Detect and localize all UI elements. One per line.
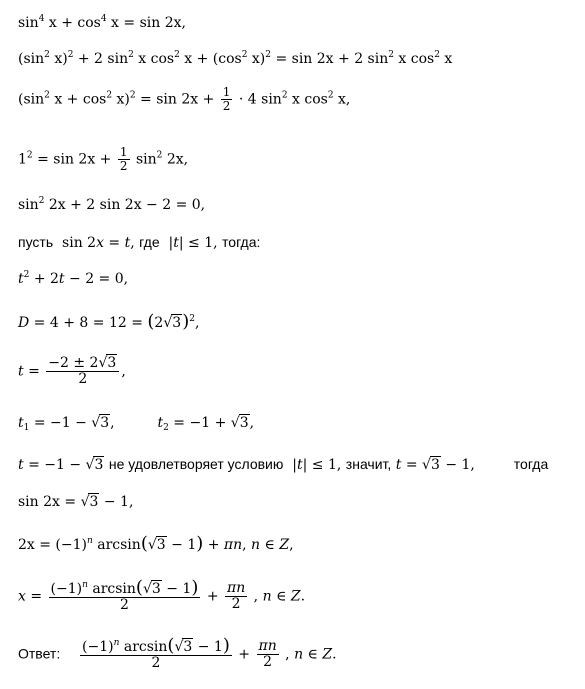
- equation-2x: $2x = (-1)^n$ arcsin(√3 − 1) + πn, n ∈ Z,: [18, 533, 294, 554]
- roots-values: $t_1 = -1 - √3$, $t_2 = -1 + √3$,: [18, 415, 255, 433]
- equation-5: $\sin^2 2x + 2$ sin 2x − 2 = 0,: [18, 196, 206, 213]
- equation-x: x = $\frac{(-1)^n \arcsin(√3 - 1)}{2}$ + $\frac{\pi n}{2}$ , n ∈ Z.: [18, 577, 306, 613]
- answer-line: Ответ: $\frac{(-1)^n \arcsin(√3 - 1)}{2}$ + $\frac{\pi n}{2}$ , n ∈ Z.: [18, 635, 337, 671]
- discriminant-line: $D = 4 + 8 = 12 = (2√3)^2$,: [18, 311, 200, 332]
- equation-4: $1^2 = \sin 2x$ + $\frac{1}{2}$ $\sin^2 2x$,: [18, 145, 189, 173]
- equation-2: ($\sin^2$ x)$^2$ + 2 $\sin^2 x$ $\cos^2 x + (\cos^2$ x)$^2$ = sin 2x + 2 $\sin^2 x$ $\cos^2 x$: [18, 50, 453, 67]
- word-where: где: [139, 234, 160, 250]
- word-let: пусть: [18, 234, 54, 250]
- equation-1: $\sin^4 x + \cos^4 x = \sin 2x$,: [18, 14, 186, 31]
- roots-formula: t = $\frac{-2 \pm 2√3}{2}$ ,: [18, 355, 126, 387]
- word-then-2: тогда: [513, 456, 549, 472]
- equation-3: ($\sin^2$ $x + \cos^2 x)^2 = \sin 2x$ + $\frac{1}{2}$ · 4 $\sin^2 x$ $\cos^2 x$,: [18, 85, 351, 113]
- word-not-satisfy: не удовлетворяет условию: [108, 456, 284, 472]
- answer-label: Ответ:: [18, 645, 61, 662]
- substitution-line: пусть sin 2x = t, где |t| ≤ 1, тогда:: [18, 234, 261, 251]
- root-check-line: t = −1 − √3 не удовлетворяет условию |t| ≤ 1, значит, t = √3 − 1, тогда: [18, 456, 549, 473]
- word-then: тогда:: [222, 234, 261, 250]
- equation-quadratic: $t^2 + 2t - 2 = 0$,: [18, 270, 129, 287]
- equation-sin2x: sin 2x = √3 − 1,: [18, 494, 134, 510]
- word-means: значит,: [345, 456, 392, 472]
